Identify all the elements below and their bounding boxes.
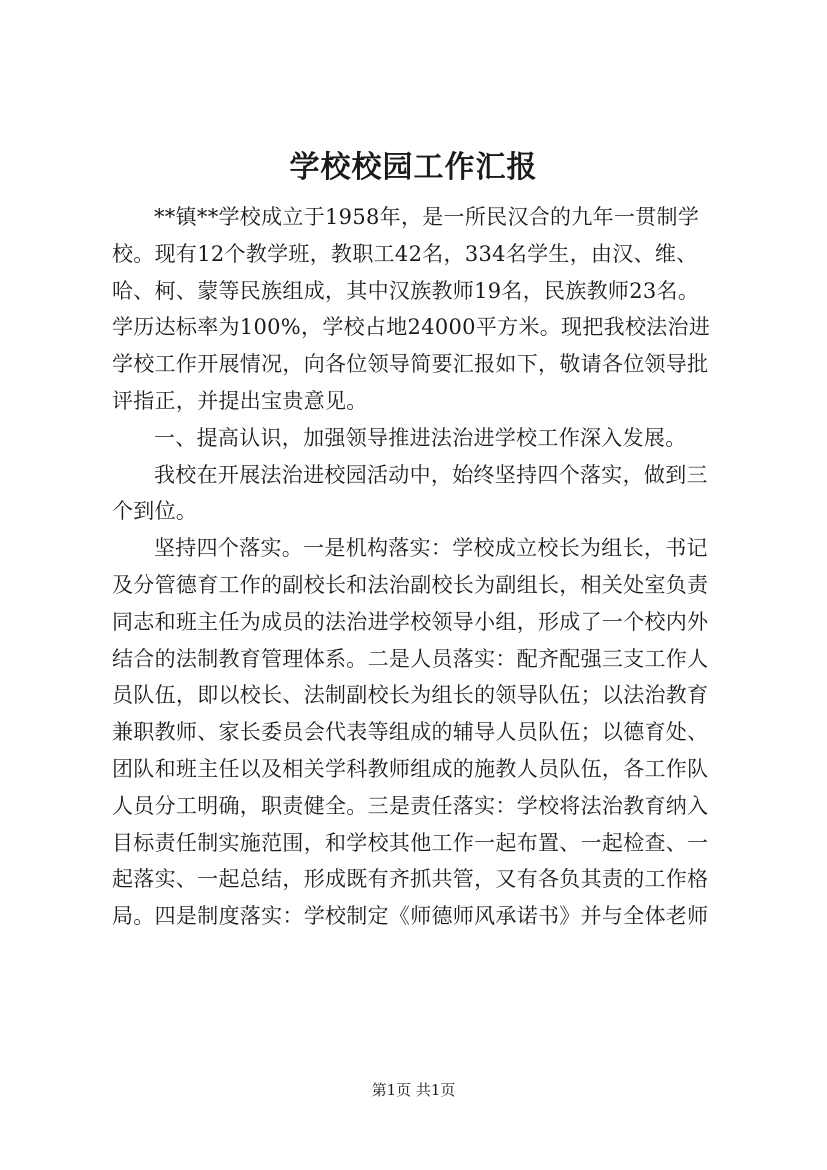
page-number-footer: 第1页 共1页 (371, 1081, 456, 1099)
text-line: 校。现有12个教学班，教职工42名，334名学生，由汉、维、 (112, 241, 698, 266)
text-line: 兼职教师、家长委员会代表等组成的辅导人员队伍；以德育处、 (112, 720, 709, 745)
text-line: 一、提高认识，加强领导推进法治进学校工作深入发展。 (154, 425, 687, 450)
text-line: 坚持四个落实。一是机构落实：学校成立校长为组长，书记 (154, 536, 708, 561)
text-line: 个到位。 (112, 499, 198, 524)
text-line: 员队伍，即以校长、法制副校长为组长的领导队伍；以法治教育 (112, 683, 709, 708)
document-body (112, 199, 732, 935)
text-line: 同志和班主任为成员的法治进学校领导小组，形成了一个校内外 (112, 609, 709, 634)
text-line: 及分管德育工作的副校长和法治副校长为副组长，相关处室负责 (112, 572, 709, 597)
document-title: 学校校园工作汇报 (289, 150, 538, 185)
text-line: 人员分工明确，职责健全。三是责任落实：学校将法治教育纳入 (112, 793, 709, 818)
text-line: 学校工作开展情况，向各位领导简要汇报如下，敬请各位领导批 (112, 352, 709, 377)
text-line: 评指正，并提出宝贵意见。 (112, 388, 368, 413)
text-line: 结合的法制教育管理体系。二是人员落实：配齐配强三支工作人 (112, 646, 709, 671)
text-line: 学历达标率为100%，学校占地24000平方米。现把我校法治进 (112, 315, 711, 340)
text-line: 目标责任制实施范围，和学校其他工作一起布置、一起检查、一 (112, 830, 709, 855)
text-line: 局。四是制度落实：学校制定《师德师风承诺书》并与全体老师 (112, 904, 709, 929)
text-line: **镇**学校成立于1958年，是一所民汉合的九年一贯制学 (154, 205, 700, 229)
text-line: 我校在开展法治进校园活动中，始终坚持四个落实，做到三 (154, 462, 708, 487)
text-line: 起落实、一起总结，形成既有齐抓共管，又有各负其责的工作格 (112, 867, 709, 892)
text-line: 哈、柯、蒙等民族组成，其中汉族教师19名，民族教师23名。 (112, 278, 700, 303)
text-line: 团队和班主任以及相关学科教师组成的施教人员队伍，各工作队 (112, 756, 709, 781)
